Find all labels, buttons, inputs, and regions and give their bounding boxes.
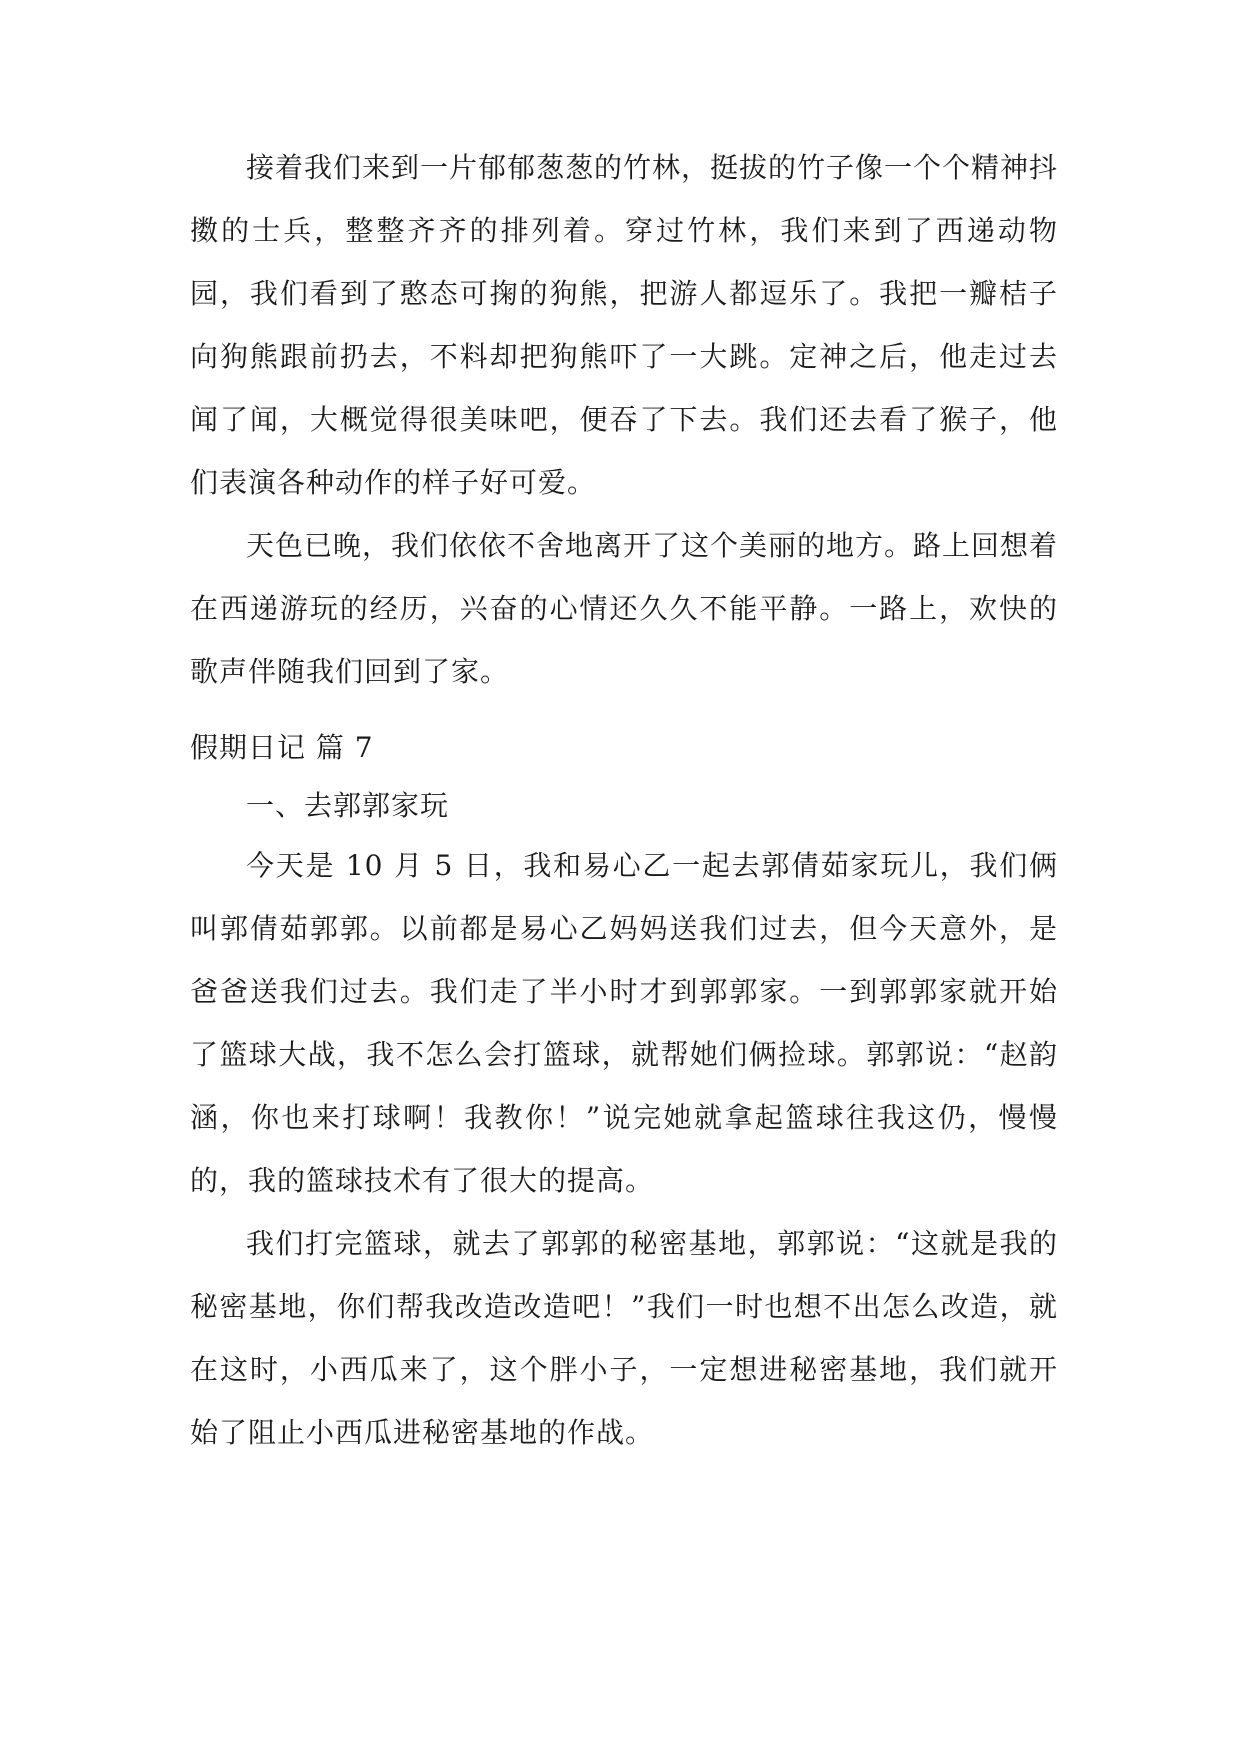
paragraph-secret-base: 我们打完篮球，就去了郭郭的秘密基地，郭郭说：“这就是我的秘密基地，你们帮我改造改造吧！”我们一时也想不出怎么改造，就在这时，小西瓜来了，这个胖小子，一定想进秘密基地，我们就开始了阻止小西瓜进秘密基地的作战。 [190, 1227, 1058, 1449]
paragraph-basketball: 今天是 10 月 5 日，我和易心乙一起去郭倩茹家玩儿，我们俩叫郭倩茹郭郭。以前都是易心乙妈妈送我们过去，但今天意外，是爸爸送我们过去。我们走了半小时才到郭郭家。一到郭郭家就开始了篮球大战，我不怎么会打篮球，就帮她们俩捡球。郭郭说：“赵韵涵，你也来打球啊！我教你！”说完她就拿起篮球往我这仍，慢慢的，我的篮球技术有了很大的提高。 [190, 849, 1058, 1197]
paragraph-bamboo-zoo: 接着我们来到一片郁郁葱葱的竹林，挺拔的竹子像一个个精神抖擞的士兵，整整齐齐的排列着。穿过竹林，我们来到了西递动物园，我们看到了憨态可掬的狗熊，把游人都逗乐了。我把一瓣桔子向狗熊跟前扔去，不料却把狗熊吓了一大跳。定神之后，他走过去闻了闻，大概觉得很美味吧，便吞了下去。我们还去看了猴子，他们表演各种动作的样子好可爱。 [190, 151, 1059, 499]
section-title: 假期日记 篇 7 [190, 731, 374, 764]
paragraph-going-home: 天色已晚，我们依依不舍地离开了这个美丽的地方。路上回想着在西递游玩的经历，兴奋的心情还久久不能平静。一路上，欢快的歌声伴随我们回到了家。 [190, 529, 1059, 688]
subtitle: 一、去郭郭家玩 [246, 789, 450, 822]
